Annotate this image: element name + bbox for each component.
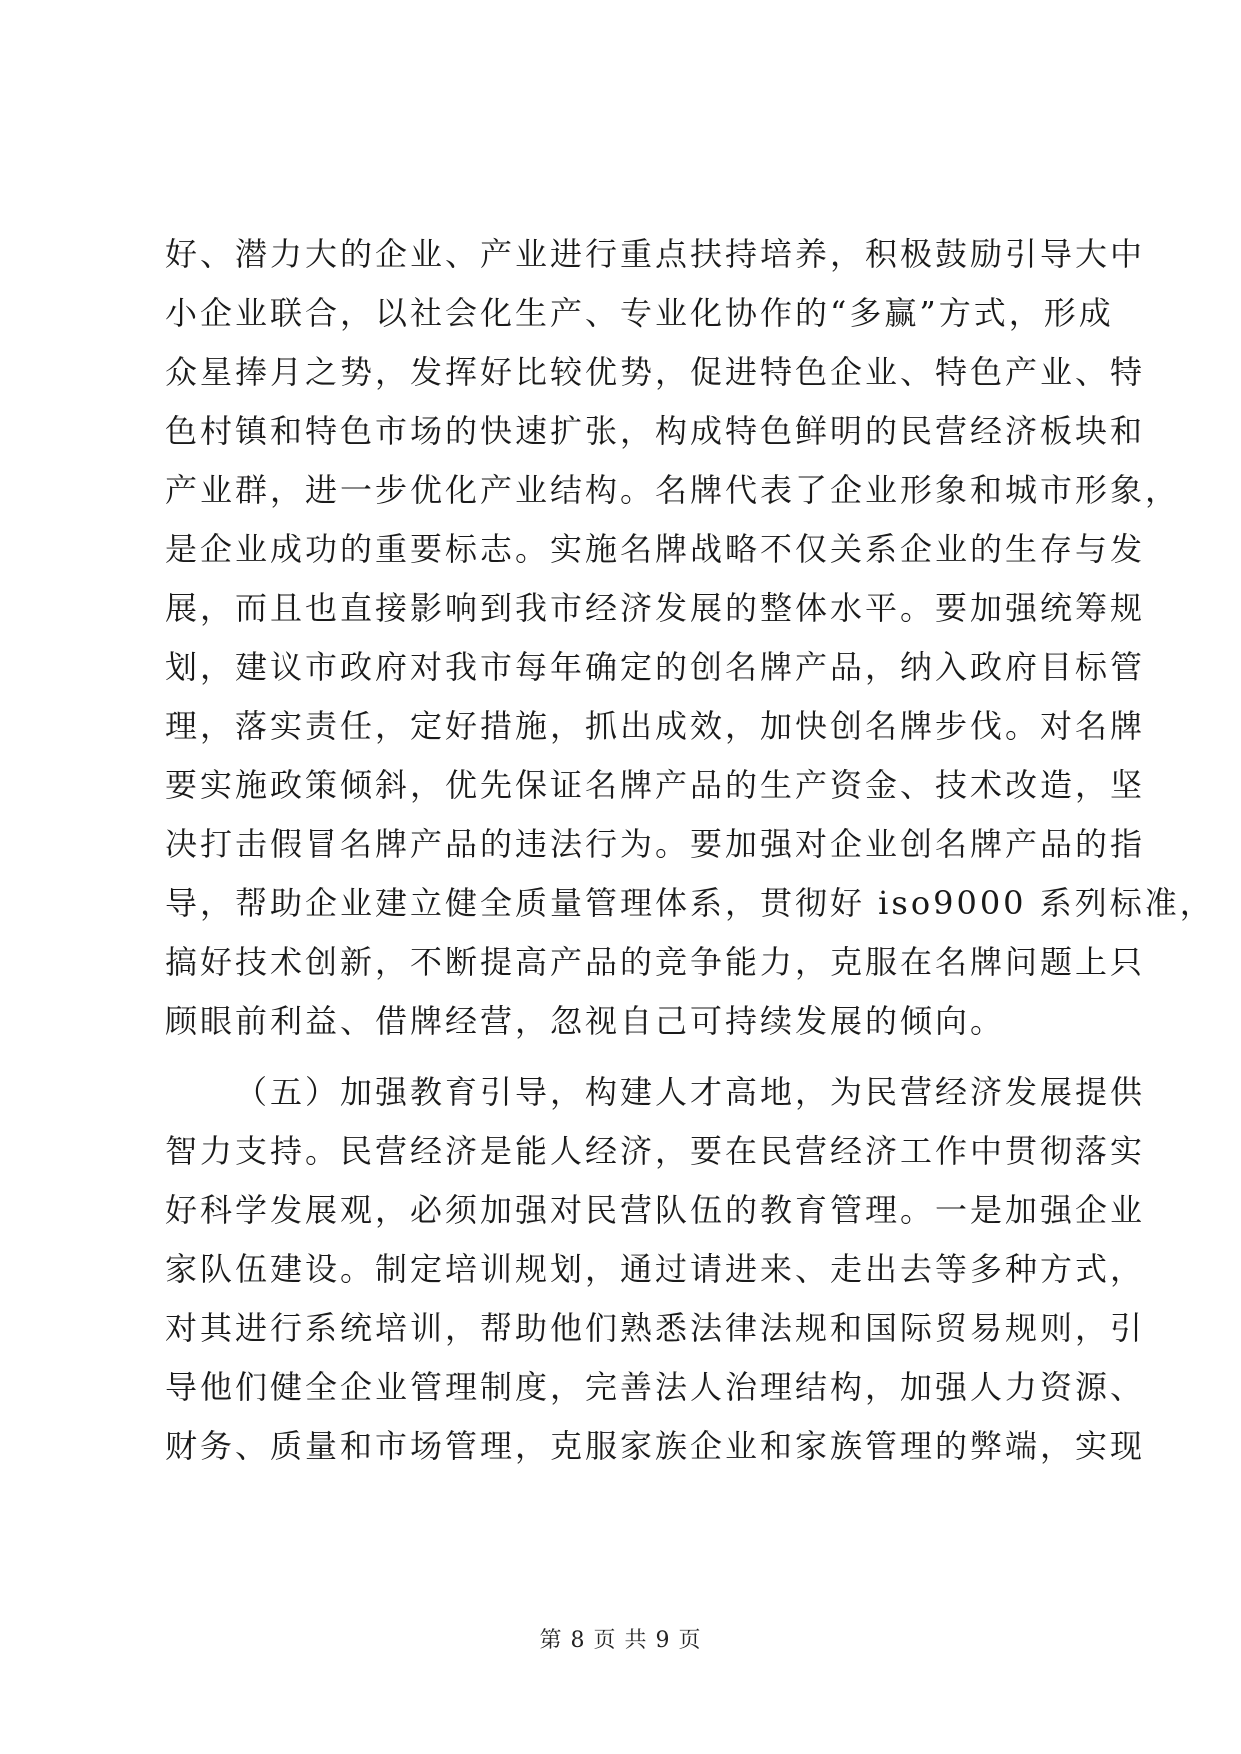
text-line: 要实施政策倾斜，优先保证名牌产品的生产资金、技术改造，坚 [165, 766, 1146, 804]
text-line-indented: （五）加强教育引导，构建人才高地，为民营经济发展提供 [235, 1073, 1146, 1111]
paragraph-spacer [165, 1051, 1085, 1063]
text-line: 导，帮助企业建立健全质量管理体系，贯彻好 iso9000 系列标准， [165, 884, 1215, 922]
text-line: 展，而且也直接影响到我市经济发展的整体水平。要加强统筹规 [165, 589, 1146, 627]
text-line: 产业群，进一步优化产业结构。名牌代表了企业形象和城市形象， [165, 471, 1181, 509]
text-line: 家队伍建设。制定培训规划，通过请进来、走出去等多种方式， [165, 1250, 1146, 1288]
document-body [165, 225, 1215, 1476]
text-line: 好、潜力大的企业、产业进行重点扶持培养，积极鼓励引导大中 [165, 235, 1146, 273]
paragraph-2 [165, 1063, 1146, 1476]
text-line: 划，建议市政府对我市每年确定的创名牌产品，纳入政府目标管 [165, 648, 1146, 686]
text-line: 小企业联合，以社会化生产、专业化协作的“多赢”方式，形成 [165, 294, 1114, 332]
text-line: 好科学发展观，必须加强对民营队伍的教育管理。一是加强企业 [165, 1191, 1146, 1229]
text-line: 决打击假冒名牌产品的违法行为。要加强对企业创名牌产品的指 [165, 825, 1146, 863]
page-number-footer: 第 8 页 共 9 页 [539, 1628, 702, 1653]
text-line: 对其进行系统培训，帮助他们熟悉法律法规和国际贸易规则，引 [165, 1309, 1146, 1347]
text-line: 智力支持。民营经济是能人经济，要在民营经济工作中贯彻落实 [165, 1132, 1146, 1170]
text-line: 众星捧月之势，发挥好比较优势，促进特色企业、特色产业、特 [165, 353, 1146, 391]
paragraph-1 [165, 225, 1215, 1051]
text-line: 顾眼前利益、借牌经营，忽视自己可持续发展的倾向。 [165, 1002, 1006, 1040]
text-line: 财务、质量和市场管理，克服家族企业和家族管理的弊端，实现 [165, 1427, 1146, 1465]
text-line: 是企业成功的重要标志。实施名牌战略不仅关系企业的生存与发 [165, 530, 1146, 568]
text-line: 搞好技术创新，不断提高产品的竞争能力，克服在名牌问题上只 [165, 943, 1146, 981]
text-line: 导他们健全企业管理制度，完善法人治理结构，加强人力资源、 [165, 1368, 1146, 1406]
text-line: 色村镇和特色市场的快速扩张，构成特色鲜明的民营经济板块和 [165, 412, 1146, 450]
text-line: 理，落实责任，定好措施，抓出成效，加快创名牌步伐。对名牌 [165, 707, 1146, 745]
